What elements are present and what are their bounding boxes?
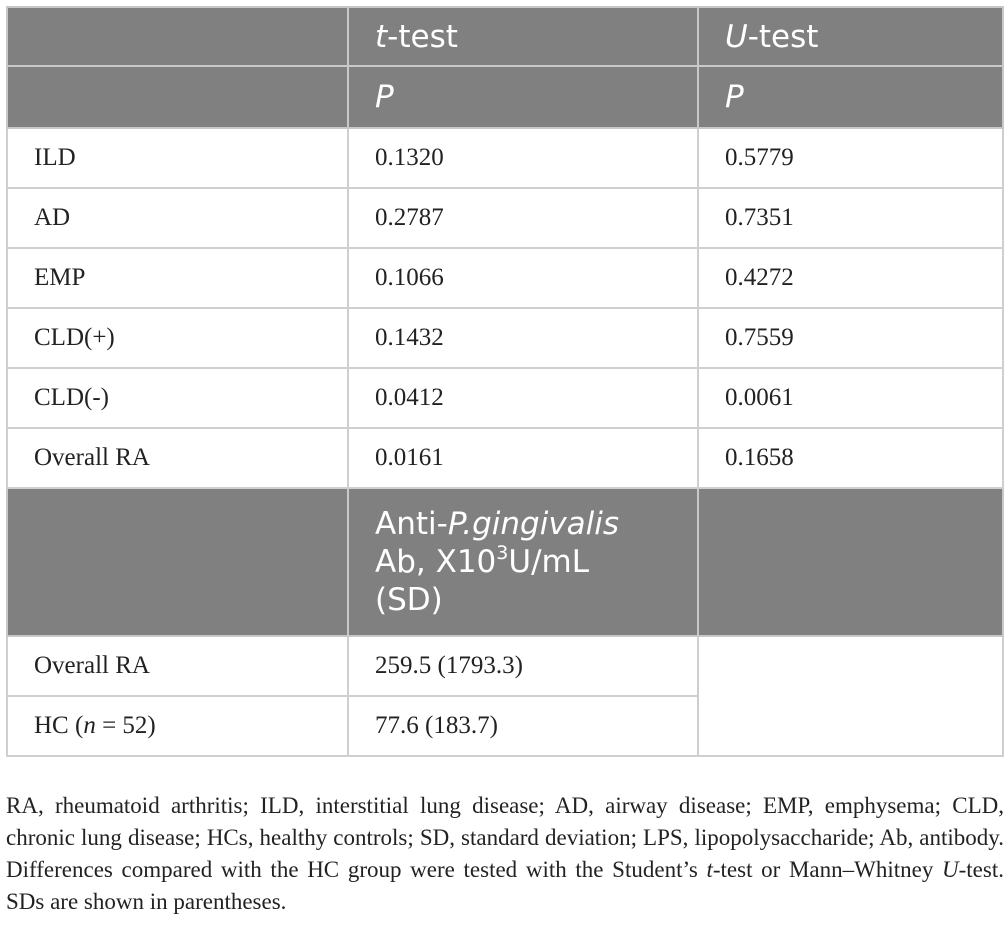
table-row	[7, 636, 1003, 696]
table-row	[7, 308, 1003, 368]
header-row-antibody	[7, 488, 1003, 636]
u-test-p-value: 0.4272	[698, 248, 1003, 308]
row-label: ILD	[7, 128, 348, 188]
empty-merged-cell	[698, 636, 1003, 756]
header-empty-cell	[7, 488, 348, 636]
row-label: EMP	[7, 248, 348, 308]
row-label: Overall RA	[7, 636, 348, 696]
t-test-p-value: 0.0412	[348, 368, 698, 428]
table-row	[7, 428, 1003, 488]
header-row-tests	[7, 7, 1003, 66]
t-test-p-value: 0.1066	[348, 248, 698, 308]
antibody-value: 259.5 (1793.3)	[348, 636, 698, 696]
header-empty-cell	[698, 488, 1003, 636]
antibody-value: 77.6 (183.7)	[348, 696, 698, 756]
table-footnote: RA, rheumatoid arthritis; ILD, interstitial lung disease; AD, airway disease; EMP, emphysema; CLD, chronic lung disease; HCs, healthy controls; SD, standard deviation; LPS, lipopolysaccharide; Ab, antibody. Differences compared with the HC group were tested with the Student’s t-test or Mann–Whitney U-test. SDs are shown in parentheses.	[6, 793, 1004, 914]
header-empty-cell	[7, 7, 348, 66]
table-row	[7, 368, 1003, 428]
header-row-p	[7, 66, 1003, 128]
t-test-p-value: 0.0161	[348, 428, 698, 488]
results-table	[6, 6, 1004, 757]
header-p-u: P	[698, 66, 1003, 128]
u-test-p-value: 0.0061	[698, 368, 1003, 428]
row-label: HC (n = 52)	[7, 696, 348, 756]
table-row	[7, 248, 1003, 308]
header-t-test: t-test	[348, 7, 698, 66]
u-test-p-value: 0.1658	[698, 428, 1003, 488]
row-label: Overall RA	[7, 428, 348, 488]
table-row	[7, 128, 1003, 188]
u-test-p-value: 0.5779	[698, 128, 1003, 188]
row-label: CLD(+)	[7, 308, 348, 368]
u-test-p-value: 0.7559	[698, 308, 1003, 368]
u-test-p-value: 0.7351	[698, 188, 1003, 248]
header-antibody: Anti-P.gingivalis Ab, $X10^3U/mL$ (SD)	[348, 488, 698, 636]
row-label: CLD(-)	[7, 368, 348, 428]
row-label: AD	[7, 188, 348, 248]
header-empty-cell	[7, 66, 348, 128]
table-row	[7, 188, 1003, 248]
t-test-p-value: 0.1432	[348, 308, 698, 368]
header-u-test: U-test	[698, 7, 1003, 66]
t-test-p-value: 0.2787	[348, 188, 698, 248]
t-test-p-value: 0.1320	[348, 128, 698, 188]
header-p-t: P	[348, 66, 698, 128]
